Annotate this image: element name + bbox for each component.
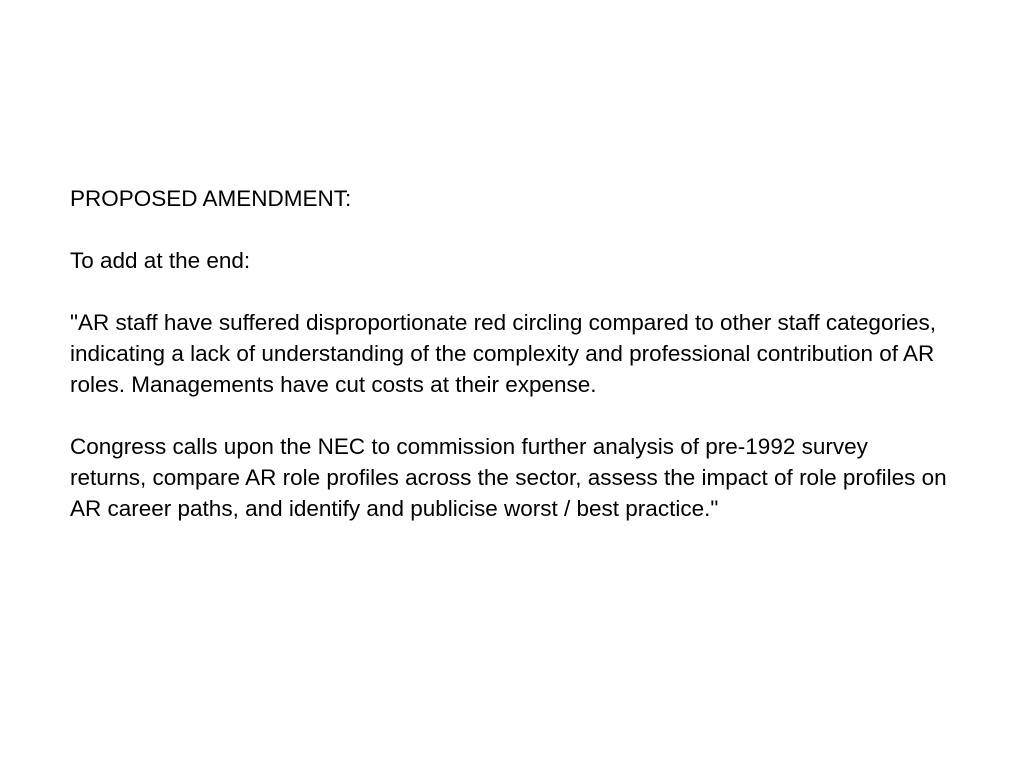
spacer — [70, 276, 950, 307]
amendment-heading: PROPOSED AMENDMENT: — [70, 186, 352, 211]
spacer — [70, 214, 950, 245]
spacer — [70, 400, 950, 431]
amendment-instruction: To add at the end: — [70, 248, 251, 273]
amendment-text-block — [70, 183, 950, 524]
amendment-paragraph-1: "AR staff have suffered disproportionate red circling compared to other staff categories, indicating a lack of understanding of the complexity and professional contribution of AR roles. Managements have cut costs at their expense. — [70, 310, 936, 397]
amendment-paragraph-2: Congress calls upon the NEC to commission further analysis of pre-1992 survey returns, compare AR role profiles across the sector, assess the impact of role profiles on AR career paths, and identify and publicise worst / best practice." — [70, 434, 947, 521]
